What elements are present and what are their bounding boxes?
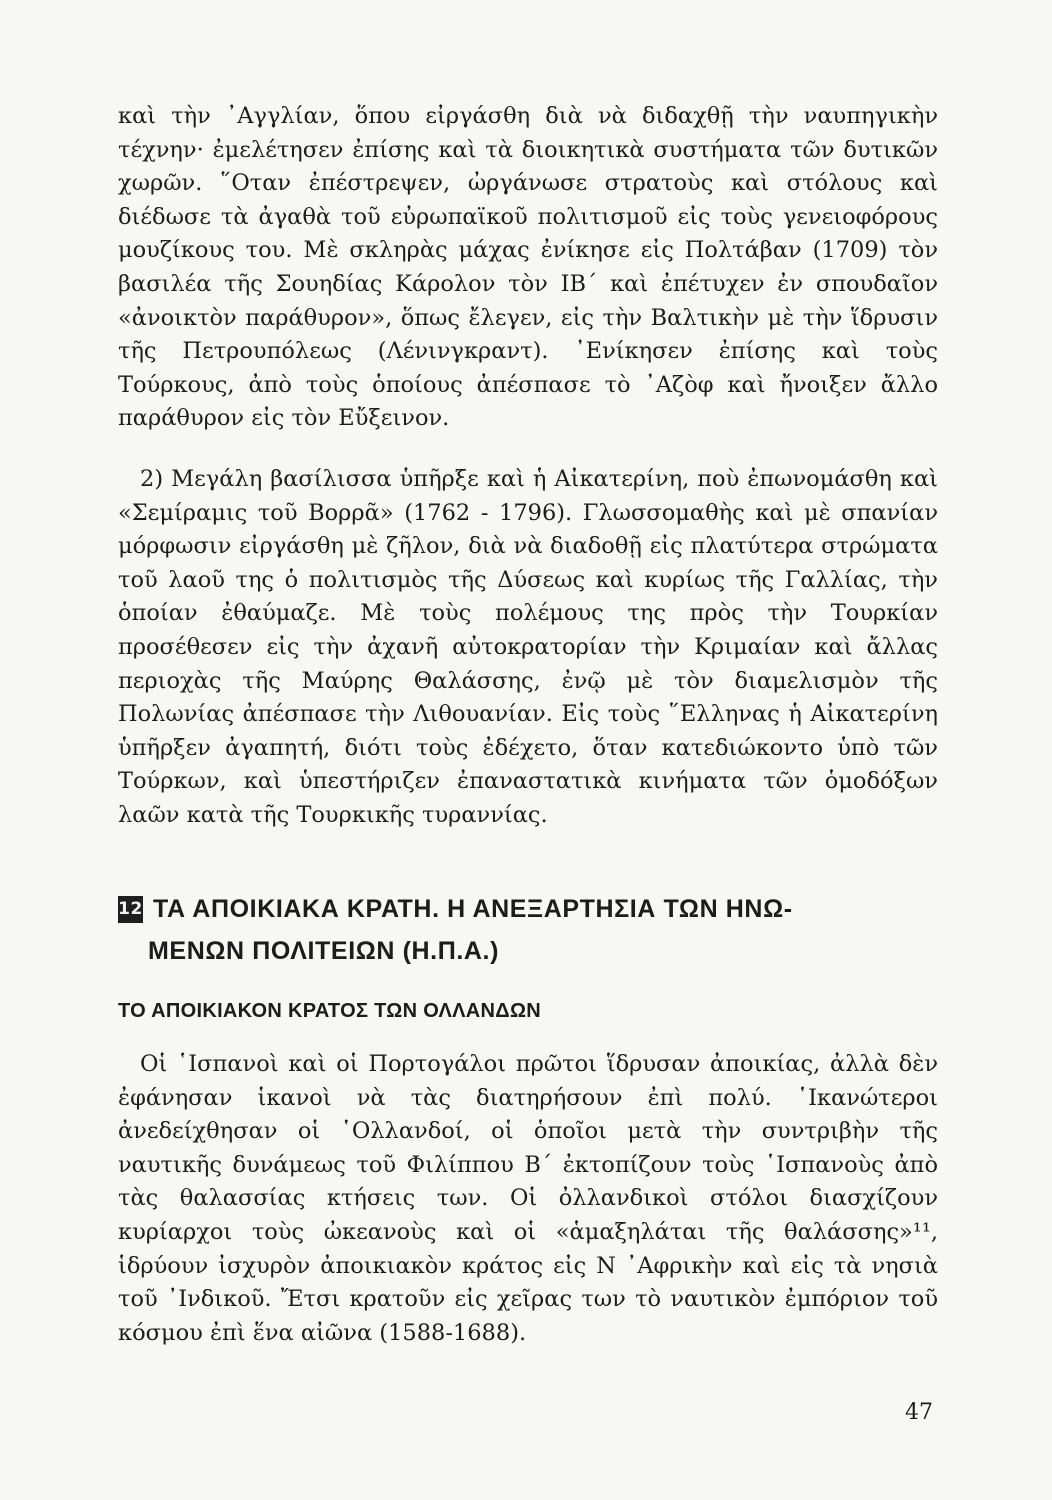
section-heading — [118, 888, 938, 972]
paragraph-dutch-colonies: Οἱ ῾Ισπανοὶ καὶ οἱ Πορτογάλοι πρῶτοι ἵδρυσαν ἀποικίας, ἀλλὰ δὲν ἐφάνησαν ἱκανοὶ νὰ τὰς διατηρήσουν ἐπὶ πολύ. ῾Ικανώτεροι ἀνεδείχθησαν οἱ ῾Ολλανδοί, οἱ ὁποῖοι μετὰ τὴν συντριβὴν τῆς ναυτικῆς δυνάμεως τοῦ Φιλίππου Β΄ ἐκτοπίζουν τοὺς ῾Ισπανοὺς ἀπὸ τὰς θαλασσίας κτήσεις των. Οἱ ὀλλανδικοὶ στόλοι διασχίζουν κυρίαρχοι τοὺς ὠκεανοὺς καὶ οἱ «ἁμαξηλάται τῆς θαλάσσης»¹¹, ἱδρύουν ἰσχυρὸν ἀποικιακὸν κράτος εἰς Ν ᾿Αφρικὴν καὶ εἰς τὰ νησιὰ τοῦ ᾿Ινδικοῦ. Ἔτσι κρατοῦν εἰς χεῖρας των τὸ ναυτικὸν ἐμπόριον τοῦ κόσμου ἐπὶ ἕνα αἰῶνα (1588-1688). — [118, 1051, 938, 1346]
section-title-line-1: ΤΑ ΑΠΟΙΚΙΑΚΑ ΚΡΑΤΗ. Η ΑΝΕΞΑΡΤΗΣΙΑ ΤΩΝ ΗΝΩ- — [153, 895, 793, 923]
section-title-line-2: ΜΕΝΩΝ ΠΟΛΙΤΕΙΩΝ (Η.Π.Α.) — [148, 937, 500, 965]
page-number: 47 — [905, 1400, 933, 1425]
paragraph-peter-the-great: καὶ τὴν ᾿Αγγλίαν, ὅπου εἰργάσθη διὰ νὰ διδαχθῇ τὴν ναυπηγικὴν τέχνην· ἐμελέτησεν ἐπίσης καὶ τὰ διοικητικὰ συστήματα τῶν δυτικῶν χωρῶν. ῞Οταν ἐπέστρεψεν, ὠργάνωσε στρατοὺς καὶ στόλους καὶ διέδωσε τὰ ἀγαθὰ τοῦ εὐρωπαϊκοῦ πολιτισμοῦ εἰς τοὺς γενειοφόρους μουζίκους του. Μὲ σκληρὰς μάχας ἐνίκησε εἰς Πολτάβαν (1709) τὸν βασιλέα τῆς Σουηδίας Κάρολον τὸν ΙΒ΄ καὶ ἐπέτυχεν ἐν σπουδαῖον «ἀνοικτὸν παράθυρον», ὅπως ἔλεγεν, εἰς τὴν Βαλτικὴν μὲ τὴν ἵδρυσιν τῆς Πετρουπόλεως (Λένινγκραντ). ᾿Ενίκησεν ἐπίσης καὶ τοὺς Τούρκους, ἀπὸ τοὺς ὁποίους ἀπέσπασε τὸ ᾿Αζὸφ καὶ ἤνοιξεν ἄλλο παράθυρον εἰς τὸν Εὔξεινον. — [118, 103, 938, 432]
paragraph-catherine-the-great: 2) Μεγάλη βασίλισσα ὑπῆρξε καὶ ἡ Αἰκατερίνη, ποὺ ἐπωνομάσθη καὶ «Σεμίραμις τοῦ Βορρᾶ» (1762 - 1796). Γλωσσομαθὴς καὶ μὲ σπανίαν μόρφωσιν εἰργάσθη μὲ ζῆλον, διὰ νὰ διαδοθῇ εἰς πλατύτερα στρώματα τοῦ λαοῦ της ὁ πολιτισμὸς τῆς Δύσεως καὶ κυρίως τῆς Γαλλίας, τὴν ὁποίαν ἐθαύμαζε. Μὲ τοὺς πολέμους της πρὸς τὴν Τουρκίαν προσέθεσεν εἰς τὴν ἀχανῆ αὐτοκρατορίαν τὴν Κριμαίαν καὶ ἄλλας περιοχὰς τῆς Μαύρης Θαλάσσης, ἐνῷ μὲ τὸν διαμελισμὸν τῆς Πολωνίας ἀπέσπασε τὴν Λιθουανίαν. Εἰς τοὺς ῞Ελληνας ἡ Αἰκατερίνη ὑπῆρξεν ἀγαπητή, διότι τοὺς ἐδέχετο, ὅταν κατεδιώκοντο ὑπὸ τῶν Τούρκων, καὶ ὑπεστήριζεν ἐπαναστατικὰ κινήματα τῶν ὁμοδόξων λαῶν κατὰ τῆς Τουρκικῆς τυραννίας. — [118, 466, 938, 828]
subheading-dutch-colonial-state: ΤΟ ΑΠΟΙΚΙΑΚΟΝ ΚΡΑΤΟΣ ΤΩΝ ΟΛΛΑΝΔΩΝ — [118, 1000, 542, 1022]
section-title — [118, 888, 938, 972]
section-number-badge: 12 — [118, 896, 143, 923]
